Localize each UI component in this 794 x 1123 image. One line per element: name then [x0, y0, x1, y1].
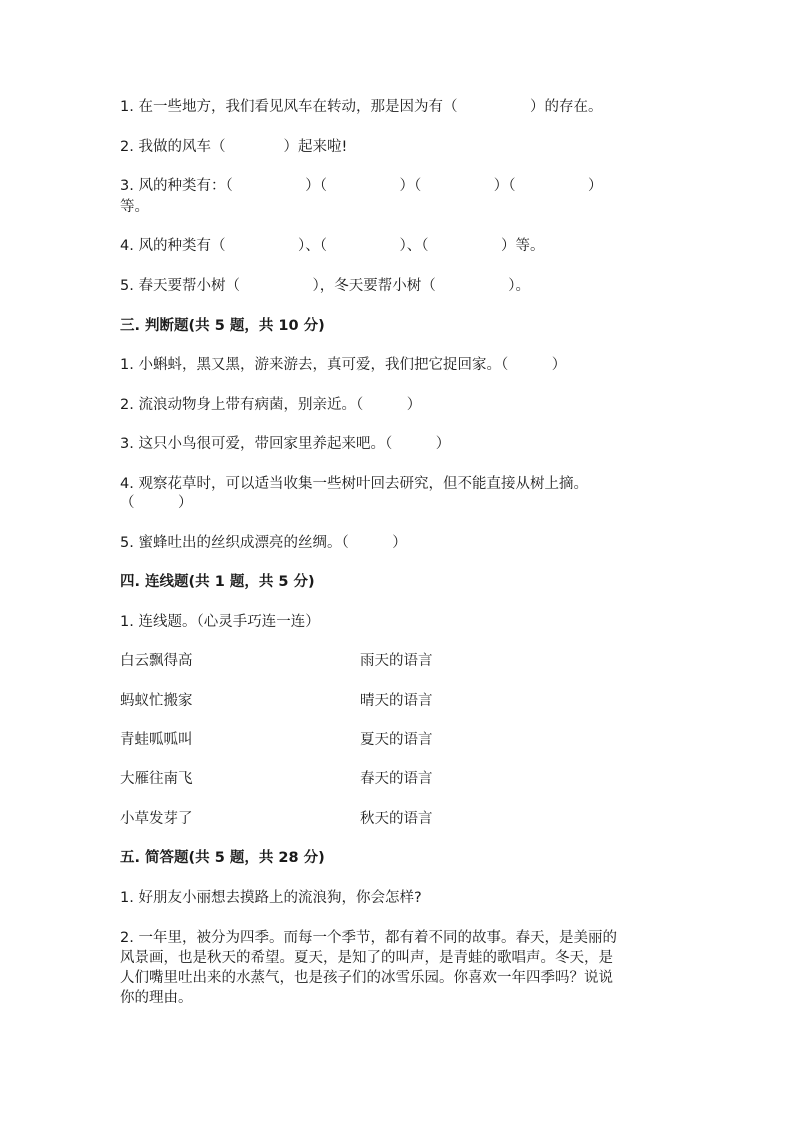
- fill-question-5: 5. 春天要帮小树（ ），冬天要帮小树（ ）。: [120, 278, 530, 294]
- matching-right-item: 雨天的语言: [360, 653, 433, 669]
- judge-question-4-line-1: 4. 观察花草时，可以适当收集一些树叶回去研究，但不能直接从树上摘。: [120, 476, 588, 492]
- matching-left-item: 蚂蚁忙搬家: [120, 693, 193, 709]
- fill-question-3-line-1: 3. 风的种类有：（ ）（ ）（ ）（ ）: [120, 178, 603, 194]
- matching-right-item: 春天的语言: [360, 771, 433, 787]
- short-answer-question-2-line-4: 你的理由。: [120, 990, 193, 1006]
- fill-question-4: 4. 风的种类有（ ）、（ ）、（ ）等。: [120, 238, 545, 254]
- judge-question-5: 5. 蜜蜂吐出的丝织成漂亮的丝绸。（ ）: [120, 535, 407, 551]
- judge-question-3: 3. 这只小鸟很可爱，带回家里养起来吧。（ ）: [120, 436, 451, 452]
- matching-left-item: 白云飘得高: [120, 653, 193, 669]
- section-heading-matching: 四. 连线题(共 1 题，共 5 分): [120, 574, 315, 590]
- fill-question-1: 1. 在一些地方，我们看见风车在转动，那是因为有（ ）的存在。: [120, 99, 603, 115]
- short-answer-question-2-line-3: 人们嘴里吐出来的水蒸气，也是孩子们的冰雪乐园。你喜欢一年四季吗？说说: [120, 970, 613, 986]
- matching-right-item: 夏天的语言: [360, 732, 433, 748]
- fill-question-2: 2. 我做的风车（ ）起来啦!: [120, 139, 348, 155]
- section-heading-short-answer: 五. 简答题(共 5 题，共 28 分): [120, 850, 325, 866]
- judge-question-2: 2. 流浪动物身上带有病菌，别亲近。（ ）: [120, 397, 422, 413]
- matching-question-1: 1. 连线题。（心灵手巧连一连）: [120, 614, 320, 630]
- short-answer-question-2-line-1: 2. 一年里，被分为四季。而每一个季节，都有着不同的故事。春天，是美丽的: [120, 930, 617, 946]
- fill-question-3-line-2: 等。: [120, 199, 149, 215]
- judge-question-4-line-2: （ ）: [120, 495, 193, 511]
- matching-left-item: 大雁往南飞: [120, 771, 193, 787]
- section-heading-judge: 三. 判断题(共 5 题，共 10 分): [120, 318, 325, 334]
- matching-left-item: 青蛙呱呱叫: [120, 732, 193, 748]
- matching-left-item: 小草发芽了: [120, 811, 193, 827]
- judge-question-1: 1. 小蝌蚪，黑又黑，游来游去，真可爱，我们把它捉回家。（ ）: [120, 357, 567, 373]
- matching-right-item: 秋天的语言: [360, 811, 433, 827]
- matching-right-item: 晴天的语言: [360, 693, 433, 709]
- short-answer-question-1: 1. 好朋友小丽想去摸路上的流浪狗，你会怎样?: [120, 890, 422, 906]
- short-answer-question-2-line-2: 风景画，也是秋天的希望。夏天，是知了的叫声，是青蛙的歌唱声。冬天，是: [120, 950, 613, 966]
